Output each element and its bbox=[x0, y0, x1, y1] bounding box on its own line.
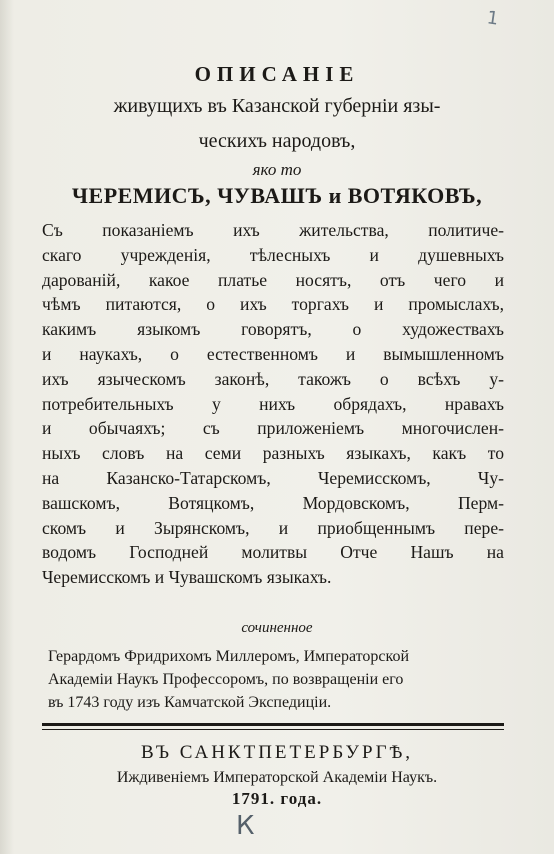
description-line: дарованій, какое платье носятъ, отъ чего и bbox=[42, 269, 504, 290]
author-line: Герардомъ Фридрихомъ Миллеромъ, Императорской bbox=[48, 648, 410, 665]
description-line: скомъ и Зырянскомъ, и приобщеннымъ пере- bbox=[42, 517, 504, 538]
description-line: чѣмъ питаются, о ихъ торгахъ и промыслахъ, bbox=[42, 294, 504, 315]
author-line: въ 1743 году изъ Камчатской Экспедиціи. bbox=[48, 694, 332, 711]
description-line: водомъ Господней молитвы Отче Нашъ на bbox=[42, 542, 504, 563]
description-line: ихъ языческомъ законѣ, такожъ о всѣхъ у- bbox=[42, 368, 504, 389]
description-line: на Казанско-Татарскомъ, Черемисскомъ, Чу- bbox=[42, 467, 504, 488]
subtitle-line-2: ческихъ народовъ, bbox=[198, 130, 356, 152]
divider-thick bbox=[42, 723, 504, 726]
description-line: Съ показаніемъ ихъ жительства, политиче- bbox=[42, 220, 504, 240]
subtitle-line-1: живущихъ въ Казанской губерніи язы- bbox=[113, 95, 441, 117]
corner-mark: 1 bbox=[485, 7, 500, 30]
yako-line: яко то bbox=[252, 160, 302, 179]
description-line: вашскомъ, Вотяцкомъ, Мордовскомъ, Перм- bbox=[42, 492, 504, 513]
description-line: скаго учрежденія, тѣлесныхъ и душевныхъ bbox=[42, 244, 504, 265]
description-line: ныхъ словъ на семи разныхъ языкахъ, какъ то bbox=[42, 443, 504, 464]
description-line: потребительныхъ у нихъ обрядахъ, нравахъ bbox=[42, 393, 504, 414]
description-line: Черемисскомъ и Чувашскомъ языкахъ. bbox=[42, 567, 332, 588]
author-block bbox=[48, 645, 478, 714]
author-line: Академіи Наукъ Профессоромъ, по возвращеніи его bbox=[48, 671, 404, 688]
imprint-city: ВЪ САНКТПЕТЕРБУРГѢ, bbox=[140, 742, 414, 763]
imprint-publisher: Иждивеніемъ Императорской Академіи Наукъ. bbox=[116, 769, 438, 786]
handwritten-letter-mark: К bbox=[236, 811, 255, 841]
divider-thin bbox=[42, 729, 504, 730]
page-title: ОПИСАНІЕ bbox=[194, 62, 360, 86]
description-line: какимъ языкомъ говорятъ, о художествахъ bbox=[42, 319, 504, 340]
description-line: и обычаяхъ; съ приложеніемъ многочислен- bbox=[42, 418, 504, 439]
imprint-year: 1791. года. bbox=[231, 789, 323, 808]
description-paragraph bbox=[42, 218, 504, 590]
composed-by-label: сочиненное bbox=[241, 620, 313, 636]
peoples-heading: ЧЕРЕМИСЪ, ЧУВАШЪ и ВОТЯКОВЪ, bbox=[71, 183, 483, 208]
description-line: и наукахъ, о естественномъ и вымышленномъ bbox=[42, 343, 504, 364]
